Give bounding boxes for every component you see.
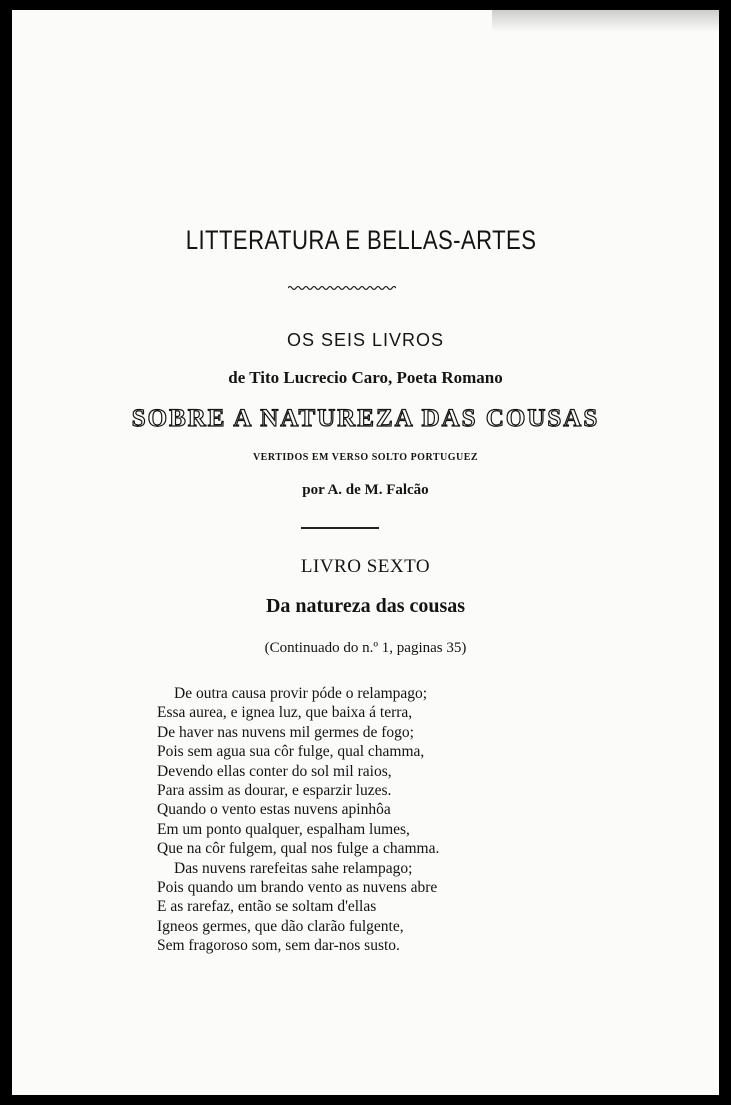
work-title: OS SEIS LIVROS	[286, 330, 445, 350]
divider-rule	[301, 527, 379, 529]
chapter-heading: Da natureza das cousas	[265, 595, 466, 617]
poem-line: Devendo ellas conter do sol mil raios,	[157, 762, 392, 780]
main-title: SOBRE A NATUREZA DAS COUSAS	[131, 405, 600, 432]
poem-line: De haver nas nuvens mil germes de fogo;	[157, 723, 414, 741]
scan-shadow	[492, 10, 719, 32]
translator: por A. de M. Falcão	[302, 482, 429, 498]
poem-line: Em um ponto qualquer, espalham lumes,	[157, 820, 410, 838]
poem-line: Igneos germes, que dão clarão fulgente,	[157, 917, 404, 935]
poem-line: Pois quando um brando vento as nuvens abre	[157, 879, 438, 897]
poem-line: Essa aurea, e ignea luz, que baixa á terra,	[157, 704, 413, 722]
poem-line: Que na côr fulgem, qual nos fulge a chamma.	[157, 840, 440, 858]
wavy-divider	[288, 284, 396, 292]
author-line: de Tito Lucrecio Caro, Poeta Romano	[228, 368, 503, 387]
poem-line: Quando o vento estas nuvens apinhôa	[157, 801, 391, 819]
poem-line: E as rarefaz, então se soltam d'ellas	[157, 898, 377, 916]
poem-line: Pois sem agua sua côr fulge, qual chamma,	[157, 743, 425, 761]
poem-line: Sem fragoroso som, sem dar-nos susto.	[157, 937, 400, 955]
subtitle: VERTIDOS EM VERSO SOLTO PORTUGUEZ	[252, 452, 479, 463]
section-title: LITTERATURA E BELLAS-ARTES	[185, 225, 537, 255]
poem	[157, 684, 537, 956]
continued-note: (Continuado do n.º 1, paginas 35)	[264, 640, 467, 656]
poem-line: Para assim as dourar, e esparzir luzes.	[157, 782, 392, 800]
poem-line: De outra causa provir póde o relampago;	[174, 685, 428, 702]
poem-line: Das nuvens rarefeitas sahe relampago;	[174, 859, 413, 877]
book-heading: LIVRO SEXTO	[300, 556, 431, 577]
